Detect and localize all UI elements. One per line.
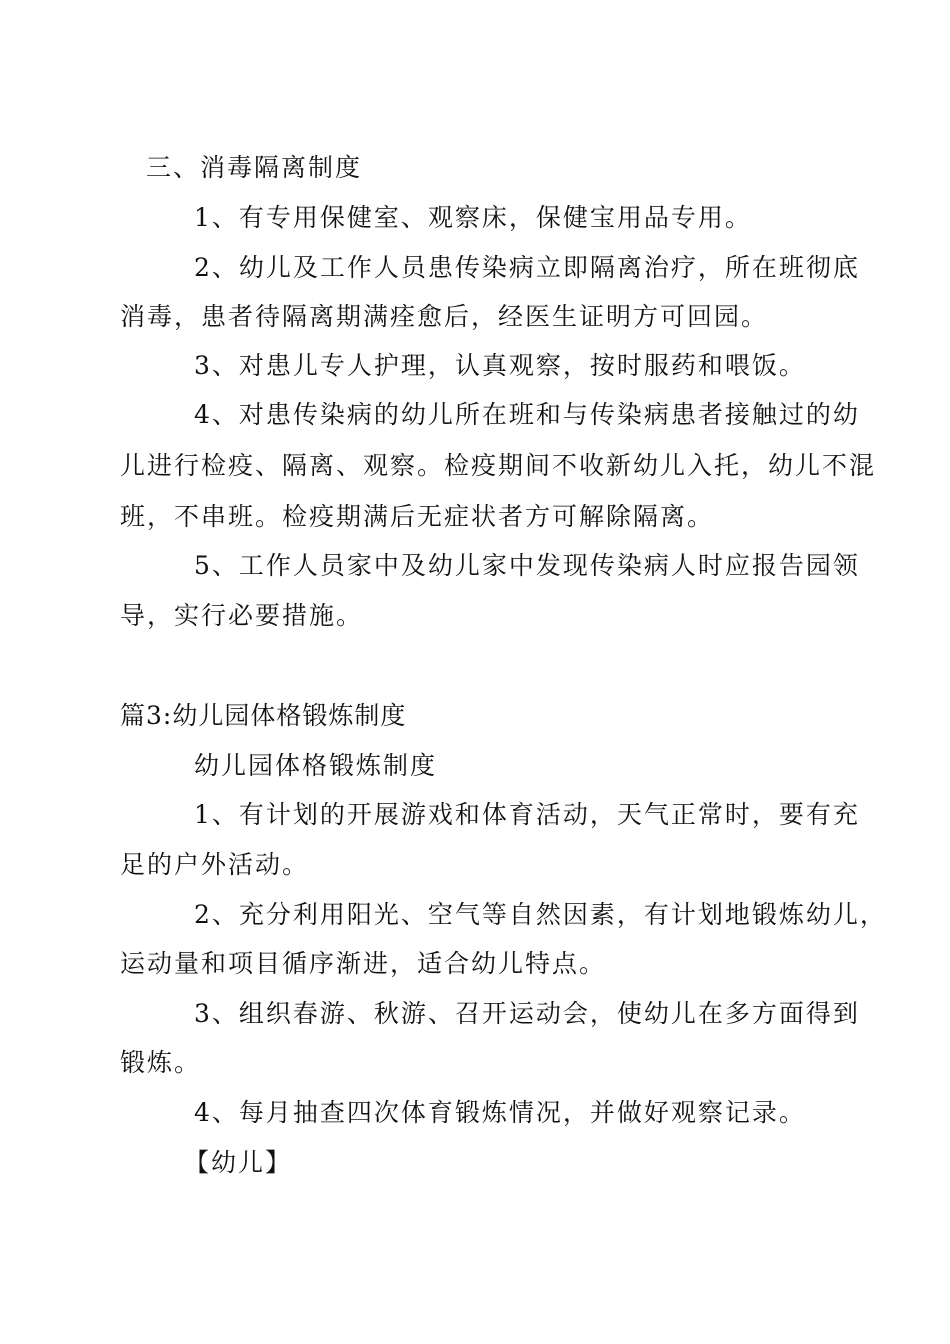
paragraph-line: 5、工作人员家中及幼儿家中发现传染病人时应报告园领 <box>194 551 860 580</box>
paragraph-line: 1、有专用保健室、观察床，保健宝用品专用。 <box>194 203 752 232</box>
paragraph-line: 2、幼儿及工作人员患传染病立即隔离治疗，所在班彻底 <box>194 253 860 282</box>
bracket-tag: 【幼儿】 <box>184 1148 293 1177</box>
paragraph-line: 4、对患传染病的幼儿所在班和与传染病患者接触过的幼 <box>194 400 860 429</box>
paragraph-line: 3、组织春游、秋游、召开运动会，使幼儿在多方面得到 <box>194 999 860 1028</box>
paragraph-line: 3、对患儿专人护理，认真观察，按时服药和喂饭。 <box>194 351 806 380</box>
paragraph-line: 班，不串班。检疫期满后无症状者方可解除隔离。 <box>120 502 715 531</box>
section-heading: 三、消毒隔离制度 <box>146 153 363 182</box>
paragraph-line: 1、有计划的开展游戏和体育活动，天气正常时，要有充 <box>194 800 860 829</box>
paragraph-line: 导，实行必要措施。 <box>120 601 364 630</box>
document-subtitle: 幼儿园体格锻炼制度 <box>194 751 438 780</box>
paragraph-line: 儿进行检疫、隔离、观察。检疫期间不收新幼儿入托，幼儿不混 <box>120 451 877 480</box>
paragraph-line: 消毒，患者待隔离期满痊愈后，经医生证明方可回园。 <box>120 302 769 331</box>
paragraph-line: 足的户外活动。 <box>120 850 310 879</box>
paragraph-line: 2、充分利用阳光、空气等自然因素，有计划地锻炼幼儿， <box>194 900 887 929</box>
part-heading: 篇3:幼儿园体格锻炼制度 <box>120 701 407 730</box>
paragraph-line: 运动量和项目循序渐进，适合幼儿特点。 <box>120 949 607 978</box>
paragraph-line: 4、每月抽查四次体育锻炼情况，并做好观察记录。 <box>194 1098 806 1127</box>
paragraph-line: 锻炼。 <box>120 1048 202 1077</box>
